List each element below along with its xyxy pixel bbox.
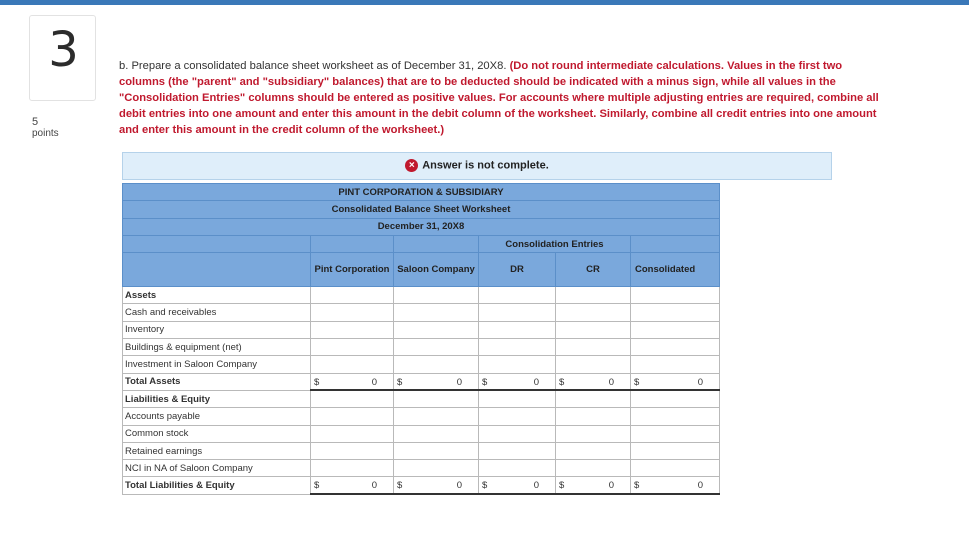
dr-input-cell[interactable] [479,442,556,459]
total-pint-cell [311,477,394,494]
dr-input-cell[interactable] [479,408,556,425]
answer-status-banner [122,152,832,180]
total-dr-cell [479,373,556,390]
section-blank-cell [556,287,631,304]
section-blank-cell [479,287,556,304]
total-dr-cell [479,477,556,494]
total-cr-cell [556,477,631,494]
currency-symbol: $ [634,480,640,492]
section-blank-cell [479,390,556,407]
cr-input-cell[interactable] [556,356,631,373]
total-value: 0 [697,480,703,492]
points-value: 5 [32,116,39,128]
consolidated-input-cell[interactable] [631,339,720,356]
consolidation-entries-header: Consolidation Entries [479,235,631,252]
cr-input-cell[interactable] [556,304,631,321]
cr-input-cell[interactable] [556,408,631,425]
row-label: Common stock [123,425,311,442]
worksheet-row [123,442,720,459]
pint-input-cell[interactable] [311,425,394,442]
dr-input-cell[interactable] [479,460,556,477]
worksheet-row [123,287,720,304]
row-label: Liabilities & Equity [123,390,311,407]
row-label: Total Liabilities & Equity [123,477,311,494]
currency-symbol: $ [397,480,403,492]
row-label: Inventory [123,321,311,338]
dr-input-cell[interactable] [479,356,556,373]
pint-input-cell[interactable] [311,442,394,459]
consolidated-input-cell[interactable] [631,321,720,338]
x-circle-icon: × [405,159,418,172]
saloon-input-cell[interactable] [394,442,479,459]
total-value: 0 [608,376,614,388]
pint-input-cell[interactable] [311,460,394,477]
worksheet-row [123,356,720,373]
pint-input-cell[interactable] [311,321,394,338]
total-consolidated-cell [631,477,720,494]
section-blank-cell [394,287,479,304]
total-value: 0 [533,480,539,492]
row-label: Buildings & equipment (net) [123,339,311,356]
total-saloon-cell [394,373,479,390]
worksheet-row [123,373,720,390]
currency-symbol: $ [314,376,320,388]
worksheet-row [123,460,720,477]
question-number-box [29,15,96,101]
currency-symbol: $ [482,376,488,388]
dr-input-cell[interactable] [479,339,556,356]
saloon-input-cell[interactable] [394,321,479,338]
section-blank-cell [311,287,394,304]
row-label: NCI in NA of Saloon Company [123,460,311,477]
question-number: 3 [48,22,79,78]
saloon-input-cell[interactable] [394,339,479,356]
cr-input-cell[interactable] [556,339,631,356]
saloon-input-cell[interactable] [394,304,479,321]
section-blank-cell [631,390,720,407]
cr-input-cell[interactable] [556,442,631,459]
dr-input-cell[interactable] [479,304,556,321]
consolidated-input-cell[interactable] [631,425,720,442]
row-label: Investment in Saloon Company [123,356,311,373]
col-header-pint: Pint Corporation [311,253,394,287]
answer-status-text: Answer is not complete. [422,159,549,172]
currency-symbol: $ [559,480,565,492]
section-blank-cell [394,390,479,407]
total-value: 0 [697,376,703,388]
total-value: 0 [608,480,614,492]
consolidation-worksheet [122,183,720,495]
saloon-input-cell[interactable] [394,425,479,442]
dr-input-cell[interactable] [479,321,556,338]
question-prompt [119,58,879,138]
row-label: Accounts payable [123,408,311,425]
worksheet-row [123,477,720,494]
points-info [32,116,59,140]
top-accent-bar [0,0,969,5]
prompt-text: b. Prepare a consolidated balance sheet worksheet as of December 31, 20X8. [119,60,510,72]
total-value: 0 [533,376,539,388]
worksheet-row [123,408,720,425]
currency-symbol: $ [634,376,640,388]
worksheet-title: PINT CORPORATION & SUBSIDIARY [123,184,720,201]
total-pint-cell [311,373,394,390]
dr-input-cell[interactable] [479,425,556,442]
prompt-instructions: (Do not round intermediate calculations. Values in the first two columns (the "parent" and "subsidiary" balances) that are to be deducted should be indicated with a minus sign, while all values in the "Consolidation Entries" columns should be entered as positive values. For accounts where multiple adjusting entries are required, combine all debit entries into one amount and enter this amount in the debit column of the worksheet. Similarly, combine all credit entries into one amount and enter this amount in the credit column of the worksheet.) [119,60,879,136]
worksheet-row [123,425,720,442]
consolidated-input-cell[interactable] [631,304,720,321]
col-header-cr: CR [556,253,631,287]
consolidated-input-cell[interactable] [631,460,720,477]
consolidated-input-cell[interactable] [631,356,720,373]
row-label: Cash and receivables [123,304,311,321]
worksheet-row [123,339,720,356]
currency-symbol: $ [482,480,488,492]
worksheet-row [123,321,720,338]
worksheet-row [123,304,720,321]
pint-input-cell[interactable] [311,304,394,321]
pint-input-cell[interactable] [311,356,394,373]
total-consolidated-cell [631,373,720,390]
currency-symbol: $ [314,480,320,492]
currency-symbol: $ [397,376,403,388]
pint-input-cell[interactable] [311,408,394,425]
col-header-consolidated: Consolidated [631,253,720,287]
worksheet-subtitle: Consolidated Balance Sheet Worksheet [123,201,720,218]
total-value: 0 [456,480,462,492]
cr-input-cell[interactable] [556,321,631,338]
saloon-input-cell[interactable] [394,408,479,425]
currency-symbol: $ [559,376,565,388]
row-label: Retained earnings [123,442,311,459]
cr-input-cell[interactable] [556,460,631,477]
section-blank-cell [311,390,394,407]
section-blank-cell [631,287,720,304]
consolidated-input-cell[interactable] [631,442,720,459]
total-value: 0 [371,480,377,492]
col-header-dr: DR [479,253,556,287]
saloon-input-cell[interactable] [394,460,479,477]
total-value: 0 [371,376,377,388]
row-label: Total Assets [123,373,311,390]
saloon-input-cell[interactable] [394,356,479,373]
section-blank-cell [556,390,631,407]
pint-input-cell[interactable] [311,339,394,356]
consolidated-input-cell[interactable] [631,408,720,425]
col-header-saloon: Saloon Company [394,253,479,287]
total-value: 0 [456,376,462,388]
worksheet-date: December 31, 20X8 [123,218,720,235]
total-cr-cell [556,373,631,390]
worksheet-row [123,390,720,407]
cr-input-cell[interactable] [556,425,631,442]
points-label: points [32,128,59,139]
row-label: Assets [123,287,311,304]
total-saloon-cell [394,477,479,494]
